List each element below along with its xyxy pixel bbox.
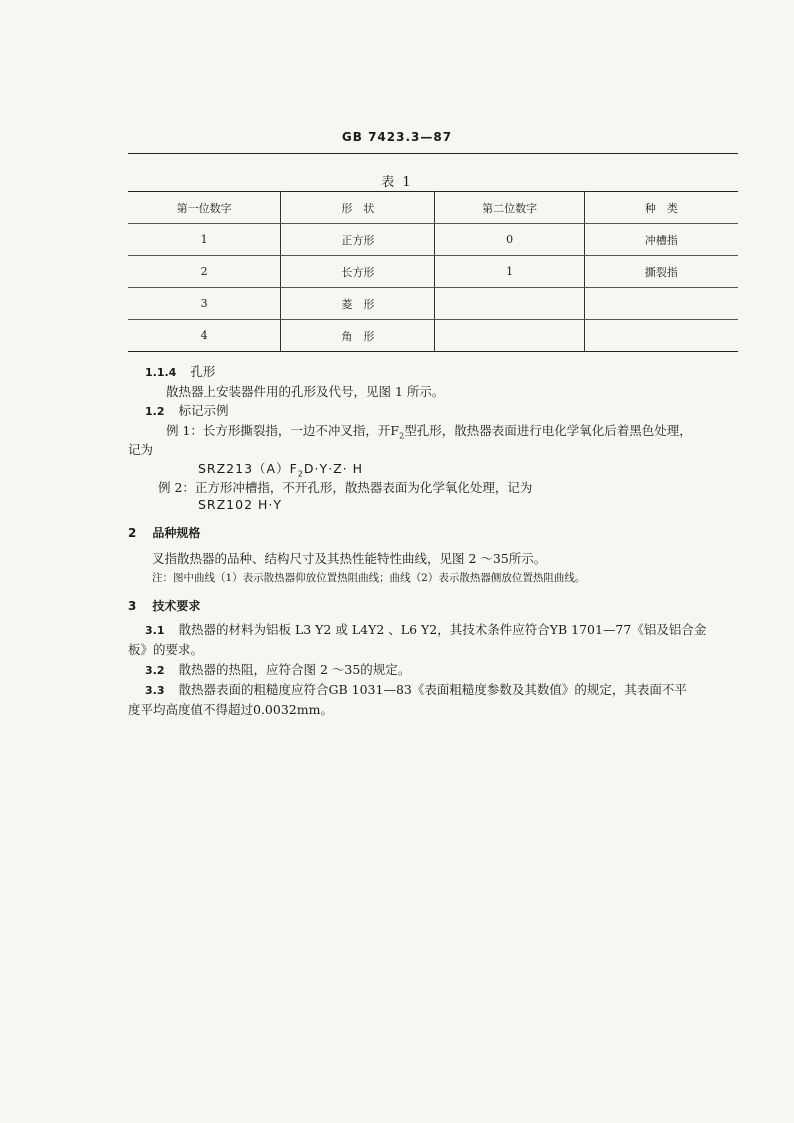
clause-3-2 xyxy=(145,660,410,678)
section-title: 标记示例 xyxy=(178,403,229,418)
table-cell: 0 xyxy=(435,224,584,256)
header-shape: 形 状 xyxy=(281,192,435,224)
marking-code-2: SRZ102 H·Y xyxy=(198,497,283,512)
document-code: GB 7423.3—87 xyxy=(341,130,453,144)
section-3-heading xyxy=(128,597,200,614)
clause-number: 3.2 xyxy=(145,664,165,677)
section-number: 1.1.4 xyxy=(145,366,177,379)
marking-code-1-subscript: 2 xyxy=(297,469,304,479)
marking-code-1-b: D·Y·Z· H xyxy=(303,461,364,476)
clause-3-1 xyxy=(145,620,706,638)
example-1-text-b: 型孔形，散热器表面进行电化学氧化后着黑色处理， xyxy=(404,423,692,438)
table-header-row xyxy=(128,192,738,224)
table-cell: 菱 形 xyxy=(281,288,435,320)
clause-number: 3.3 xyxy=(145,684,165,697)
example-1-text-a: 例 1：长方形撕裂指，一边不冲叉指，开F xyxy=(166,423,400,438)
table-row xyxy=(128,256,738,288)
example-1-line xyxy=(166,421,692,441)
table-1 xyxy=(128,191,738,352)
table-cell: 角 形 xyxy=(281,320,435,352)
table-cell: 1 xyxy=(128,224,281,256)
clause-3-3-continuation: 度平均高度值不得超过0.0032mm。 xyxy=(128,702,333,717)
table-cell xyxy=(435,288,584,320)
header-rule xyxy=(128,153,738,154)
table-row xyxy=(128,320,738,352)
table-cell xyxy=(435,320,584,352)
header-type: 种 类 xyxy=(584,192,738,224)
example-1-continuation: 记为 xyxy=(128,442,154,457)
clause-number: 3.1 xyxy=(145,624,165,637)
marking-code-1 xyxy=(198,459,363,479)
table-cell: 长方形 xyxy=(281,256,435,288)
table-cell: 2 xyxy=(128,256,281,288)
section-title: 品种规格 xyxy=(152,526,201,540)
clause-text: 散热器表面的粗糙度应符合GB 1031—83《表面粗糙度参数及其数值》的规定，其表面不平 xyxy=(178,682,687,697)
table-cell: 撕裂指 xyxy=(584,256,738,288)
header-first-digit: 第一位数字 xyxy=(128,192,281,224)
table-row xyxy=(128,224,738,256)
clause-3-3 xyxy=(145,680,687,698)
header-second-digit: 第二位数字 xyxy=(435,192,584,224)
table-row xyxy=(128,288,738,320)
table-cell xyxy=(584,288,738,320)
section-number: 3 xyxy=(128,599,137,613)
clause-text: 散热器的热阻，应符合图 2 ～35的规定。 xyxy=(178,662,411,677)
section-number: 2 xyxy=(128,526,137,540)
section-2-text: 叉指散热器的品种、结构尺寸及其热性能特性曲线，见图 2 ～35所示。 xyxy=(152,551,547,566)
table-caption: 表 1 xyxy=(381,175,413,190)
section-1-2-heading xyxy=(145,401,229,419)
section-title: 技术要求 xyxy=(152,599,201,613)
section-2-note: 注：图中曲线（1）表示散热器仰放位置热阻曲线；曲线（2）表示散热器侧放位置热阻曲线。 xyxy=(152,572,586,584)
marking-code-1-a: SRZ213（A）F xyxy=(198,461,298,476)
section-1-1-4-text: 散热器上安装器件用的孔形及代号，见图 1 所示。 xyxy=(166,384,445,399)
section-1-1-4-heading xyxy=(145,362,215,380)
table-cell: 1 xyxy=(435,256,584,288)
clause-3-1-continuation: 板》的要求。 xyxy=(128,642,204,657)
table-cell xyxy=(584,320,738,352)
section-2-heading xyxy=(128,524,200,541)
table-cell: 冲槽指 xyxy=(584,224,738,256)
table-cell: 正方形 xyxy=(281,224,435,256)
clause-text: 散热器的材料为铝板 L3 Y2 或 L4Y2 、L6 Y2，其技术条件应符合YB 1701—77《铝及铝合金 xyxy=(178,622,707,637)
section-number: 1.2 xyxy=(145,405,165,418)
table-cell: 4 xyxy=(128,320,281,352)
table-cell: 3 xyxy=(128,288,281,320)
example-1-subscript: 2 xyxy=(399,431,405,441)
section-title: 孔形 xyxy=(190,364,216,379)
example-2-line: 例 2：正方形冲槽指，不开孔形，散热器表面为化学氧化处理，记为 xyxy=(158,480,533,495)
